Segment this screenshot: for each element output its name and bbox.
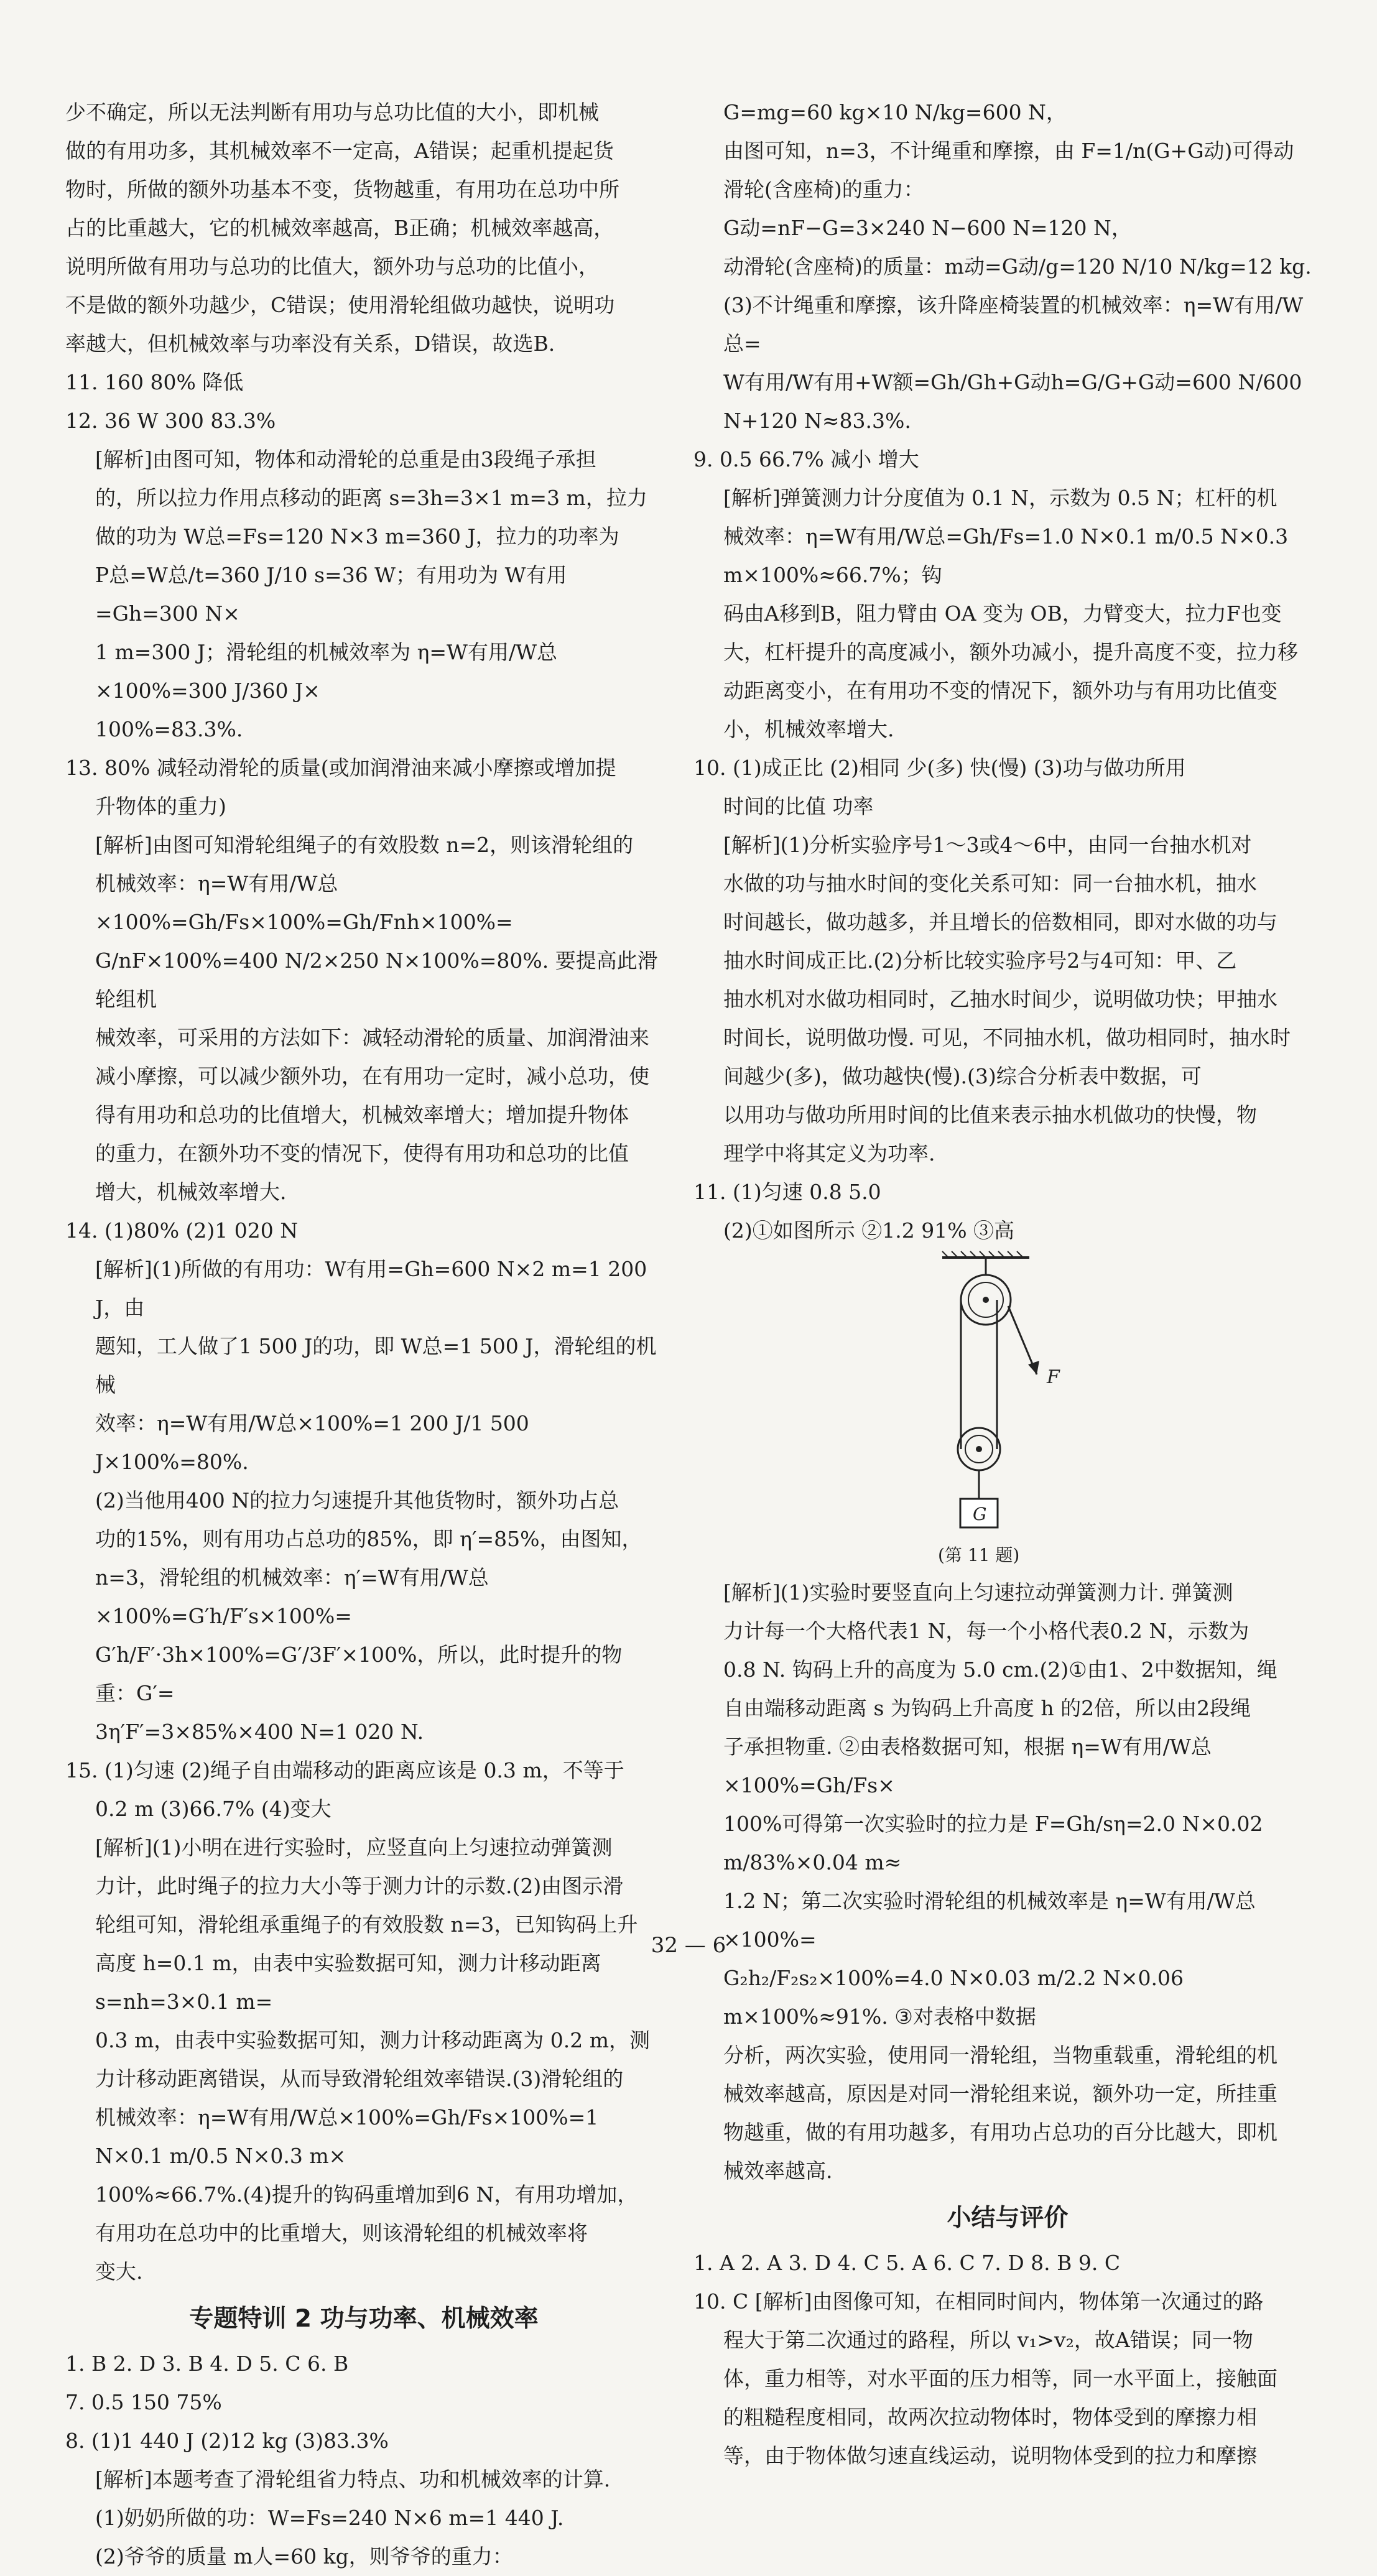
text-line: 时间的比值 功率 <box>723 794 874 818</box>
text-line: 做的有用功多，其机械效率不一定高，A错误；起重机提起货 <box>65 139 614 163</box>
answer-line: (2)①如图所示 ②1.2 91% ③高 <box>723 1218 1015 1243</box>
text-line: 械效率越高. <box>723 2159 833 2183</box>
formula-line: P总=W总/t=360 J/10 s=36 W；有用功为 W有用=Gh=300 N× <box>95 563 567 626</box>
text-line: 时间长，说明做功慢. 可见，不同抽水机，做功相同时，抽水时 <box>723 1026 1291 1050</box>
text-line: 少不确定，所以无法判断有用功与总功比值的大小，即机械 <box>65 100 599 124</box>
text-line: 程大于第二次通过的路程，所以 v₁>v₂，故A错误；同一物 <box>723 2328 1253 2352</box>
text-line: 体，重力相等，对水平面的压力相等，同一水平面上，接触面 <box>723 2366 1277 2391</box>
text-line: 小，机械效率增大. <box>723 717 894 741</box>
text-line: 械效率，可采用的方法如下：减轻动滑轮的质量、加润滑油来 <box>95 1026 649 1050</box>
text-line: 自由端移动距离 s 为钩码上升高度 h 的2倍，所以由2段绳 <box>723 1696 1251 1720</box>
text-line: 间越少(多)，做功越快(慢).(3)综合分析表中数据，可 <box>723 1064 1202 1088</box>
text-line: 动距离变小，在有用功不变的情况下，额外功与有用功比值变 <box>723 679 1277 703</box>
text-line: 的，所以拉力作用点移动的距离 s=3h=3×1 m=3 m，拉力 <box>95 486 647 510</box>
text-line: 减小摩擦，可以减少额外功，在有用功一定时，减小总功，使 <box>95 1064 649 1088</box>
text-line: (1)奶奶所做的功：W=Fs=240 N×6 m=1 440 J. <box>95 2506 564 2530</box>
answer-line: 7. 0.5 150 75% <box>65 2390 222 2414</box>
answer-line: 14. (1)80% (2)1 020 N <box>65 1218 299 1243</box>
text-line: 力计每一个大格代表1 N，每一个小格代表0.2 N，示数为 <box>723 1619 1250 1643</box>
text-line: 0.3 m，由表中实验数据可知，测力计移动距离为 0.2 m，测 <box>95 2028 651 2052</box>
text-line: 100%≈66.7%.(4)提升的钩码重增加到6 N，有用功增加， <box>95 2182 638 2207</box>
formula-line: 动滑轮(含座椅)的质量：m动=G动/g=120 N/10 N/kg=12 kg. <box>723 254 1312 279</box>
text-line: 有用功在总功中的比重增大，则该滑轮组的机械效率将 <box>95 2221 588 2245</box>
text-line: 物时，所做的额外功基本不变，货物越重，有用功在总功中所 <box>65 177 619 202</box>
page-number: 32 — 6 <box>651 1933 726 1958</box>
text-line: 说明所做有用功与总功的比值大，额外功与总功的比值小， <box>65 254 599 279</box>
analysis-line: [解析](1)所做的有用功：W有用=Gh=600 N×2 m=1 200 J，由 <box>95 1257 647 1320</box>
force-arrow-head <box>1028 1361 1039 1374</box>
text-line: 水做的功与抽水时间的变化关系可知：同一台抽水机，抽水 <box>723 871 1257 896</box>
text-line: 做的功为 W总=Fs=120 N×3 m=360 J，拉力的功率为 <box>95 524 619 549</box>
text-line: 功的15%，则有用功占总功的85%，即 η′=85%，由图知， <box>95 1527 642 1551</box>
formula-line: n=3，滑轮组的机械效率：η′=W有用/W总×100%=G′h/F′s×100%= <box>95 1565 489 1628</box>
answer-line: 12. 36 W 300 83.3% <box>65 409 276 433</box>
formula-line: 100%可得第一次实验时的拉力是 F=Gh/sη=2.0 N×0.02 m/83%×0.04 m≈ <box>723 1812 1263 1874</box>
analysis-line: [解析]由图可知滑轮组绳子的有效股数 n=2，则该滑轮组的 <box>95 833 634 857</box>
answer-line: 15. (1)匀速 (2)绳子自由端移动的距离应该是 0.3 m，不等于 <box>65 1758 624 1782</box>
text-line: 械效率越高，原因是对同一滑轮组来说，额外功一定，所挂重 <box>723 2082 1277 2106</box>
text-line: 抽水时间成正比.(2)分析比较实验序号2与4可知：甲、乙 <box>723 948 1237 973</box>
formula-line: 1 m=300 J；滑轮组的机械效率为 η=W有用/W总×100%=300 J/360 J× <box>95 640 557 703</box>
answer-line: 11. (1)匀速 0.8 5.0 <box>693 1180 881 1204</box>
formula-line: G₂h₂/F₂s₂×100%=4.0 N×0.03 m/2.2 N×0.06 m×100%≈91%. ③对表格中数据 <box>723 1966 1184 2029</box>
text-line: 力计，此时绳子的拉力大小等于测力计的示数.(2)由图示滑 <box>95 1874 624 1898</box>
formula-line: 1.2 N；第二次实验时滑轮组的机械效率是 η=W有用/W总×100%= <box>723 1889 1256 1952</box>
text-line: 100%=83.3%. <box>95 717 243 741</box>
analysis-line: [解析](1)实验时要竖直向上匀速拉动弹簧测力计. 弹簧测 <box>723 1580 1233 1605</box>
force-label: F <box>1047 1366 1060 1388</box>
analysis-line: [解析]本题考查了滑轮组省力特点、功和机械效率的计算. <box>95 2467 611 2491</box>
answer-line: 10. (1)成正比 (2)相同 少(多) 快(慢) (3)功与做功所用 <box>693 756 1186 780</box>
formula-line: 子承担物重. ②由表格数据可知，根据 η=W有用/W总×100%=Gh/Fs× <box>723 1735 1212 1797</box>
text-line: 抽水机对水做功相同时，乙抽水时间少，说明做功快；甲抽水 <box>723 987 1277 1011</box>
answer-line: 10. C [解析]由图像可知，在相同时间内，物体第一次通过的路 <box>693 2289 1264 2314</box>
text-line: 力计移动距离错误，从而导致滑轮组效率错误.(3)滑轮组的 <box>95 2067 624 2091</box>
analysis-line: [解析]弹簧测力计分度值为 0.1 N，示数为 0.5 N；杠杆的机 <box>723 486 1277 510</box>
left-column <box>65 93 662 2576</box>
text-line: G动=nF−G=3×240 N−600 N=120 N， <box>723 216 1132 240</box>
text-line: 3η′F′=3×85%×400 N=1 020 N. <box>95 1720 424 1744</box>
formula-line: (3)不计绳重和摩擦，该升降座椅装置的机械效率：η=W有用/W总= <box>723 293 1304 356</box>
pulley-diagram <box>693 1250 1322 1573</box>
text-line: 得有用功和总功的比值增大，机械效率增大；增加提升物体 <box>95 1103 629 1127</box>
text-line: 以用功与做功所用时间的比值来表示抽水机做功的快慢，物 <box>723 1103 1257 1127</box>
formula-line: G′h/F′·3h×100%=G′/3F′×100%，所以，此时提升的物重：G′= <box>95 1642 623 1705</box>
fixed-pulley-axle <box>983 1297 989 1303</box>
formula-line: 由图可知，n=3，不计绳重和摩擦，由 F=1/n(G+G动)可得动 <box>723 139 1294 163</box>
text-line: 滑轮(含座椅)的重力： <box>723 177 924 202</box>
text-line: 等，由于物体做匀速直线运动，说明物体受到的拉力和摩擦 <box>723 2444 1257 2468</box>
section-title: 专题特训 2 功与功率、机械效率 <box>189 2305 539 2333</box>
formula-line: 械效率：η=W有用/W总=Gh/Fs=1.0 N×0.1 m/0.5 N×0.3 m×100%≈66.7%；钩 <box>723 524 1289 587</box>
section-title: 小结与评价 <box>947 2204 1069 2232</box>
answer-line: 1. B 2. D 3. B 4. D 5. C 6. B <box>65 2351 349 2376</box>
figure-caption: (第 11 题) <box>938 1545 1020 1565</box>
pulley-figure <box>693 1250 1322 1573</box>
text-line: 分析，两次实验，使用同一滑轮组，当物重载重，滑轮组的机 <box>723 2043 1277 2067</box>
text-line: 题知，工人做了1 500 J的功，即 W总=1 500 J，滑轮组的机械 <box>95 1334 657 1397</box>
text-line: 0.8 N. 钩码上升的高度为 5.0 cm.(2)①由1、2中数据知，绳 <box>723 1657 1277 1682</box>
formula-line: W有用/W有用+W额=Gh/Gh+G动h=G/G+G动=600 N/600 N+120 N≈83.3%. <box>723 370 1302 433</box>
text-line: 占的比重越大，它的机械效率越高，B正确；机械效率越高， <box>65 216 614 240</box>
movable-pulley-axle <box>976 1446 982 1452</box>
text-line: 轮组可知，滑轮组承重绳子的有效股数 n=3，已知钩码上升 <box>95 1912 638 1937</box>
answer-line: 1. A 2. A 3. D 4. C 5. A 6. C 7. D 8. B 9. C <box>693 2251 1121 2275</box>
text-line: G=mg=60 kg×10 N/kg=600 N， <box>723 100 1067 124</box>
formula-line: G/nF×100%=400 N/2×250 N×100%=80%. 要提高此滑轮组机 <box>95 948 658 1011</box>
answer-line: 9. 0.5 66.7% 减小 增大 <box>693 447 919 471</box>
text-line: 理学中将其定义为功率. <box>723 1141 935 1165</box>
answer-line: 8. (1)1 440 J (2)12 kg (3)83.3% <box>65 2429 389 2453</box>
analysis-line: [解析](1)小明在进行实验时，应竖直向上匀速拉动弹簧测 <box>95 1835 613 1860</box>
text-line: 0.2 m (3)66.7% (4)变大 <box>95 1797 332 1821</box>
text-line: 高度 h=0.1 m，由表中实验数据可知，测力计移动距离 s=nh=3×0.1 m= <box>95 1951 601 2014</box>
text-line: 升物体的重力) <box>95 794 226 818</box>
text-line: 增大，机械效率增大. <box>95 1180 287 1204</box>
analysis-line: [解析](1)分析实验序号1～3或4～6中，由同一台抽水机对 <box>723 833 1252 857</box>
text-line: 物越重，做的有用功越多，有用功占总功的百分比越大，即机 <box>723 2120 1277 2144</box>
text-line: 大，杠杆提升的高度减小，额外功减小，提升高度不变，拉力移 <box>723 640 1298 664</box>
text-line: 码由A移到B，阻力臂由 OA 变为 OB，力臂变大，拉力F也变 <box>723 601 1282 626</box>
weight-label: G <box>973 1504 987 1524</box>
text-line: 变大. <box>95 2259 143 2284</box>
text-line: 时间越长，做功越多，并且增长的倍数相同，即对水做的功与 <box>723 910 1277 934</box>
text-line: 的重力，在额外功不变的情况下，使得有用功和总功的比值 <box>95 1141 629 1165</box>
formula-line: 机械效率：η=W有用/W总×100%=Gh/Fs×100%=1 N×0.1 m/0.5 N×0.3 m× <box>95 2105 599 2168</box>
text-line: 不是做的额外功越少，C错误；使用滑轮组做功越快，说明功 <box>65 293 615 317</box>
text-line: 的粗糙程度相同，故两次拉动物体时，物体受到的摩擦力相 <box>723 2405 1257 2429</box>
answer-line: 13. 80% 减轻动滑轮的质量(或加润滑油来减小摩擦或增加提 <box>65 756 616 780</box>
formula-line: 机械效率：η=W有用/W总×100%=Gh/Fs×100%=Gh/Fnh×100%= <box>95 871 513 934</box>
answer-line: 11. 160 80% 降低 <box>65 370 244 394</box>
formula-line: 效率：η=W有用/W总×100%=1 200 J/1 500 J×100%=80%. <box>95 1411 529 1474</box>
text-line: (2)当他用400 N的拉力匀速提升其他货物时，额外功占总 <box>95 1488 619 1513</box>
text-line: (2)爷爷的质量 m人=60 kg，则爷爷的重力： <box>95 2544 513 2569</box>
text-line: 率越大，但机械效率与功率没有关系，D错误，故选B. <box>65 331 555 356</box>
analysis-line: [解析]由图可知，物体和动滑轮的总重是由3段绳子承担 <box>95 447 596 471</box>
right-column <box>693 93 1322 2475</box>
